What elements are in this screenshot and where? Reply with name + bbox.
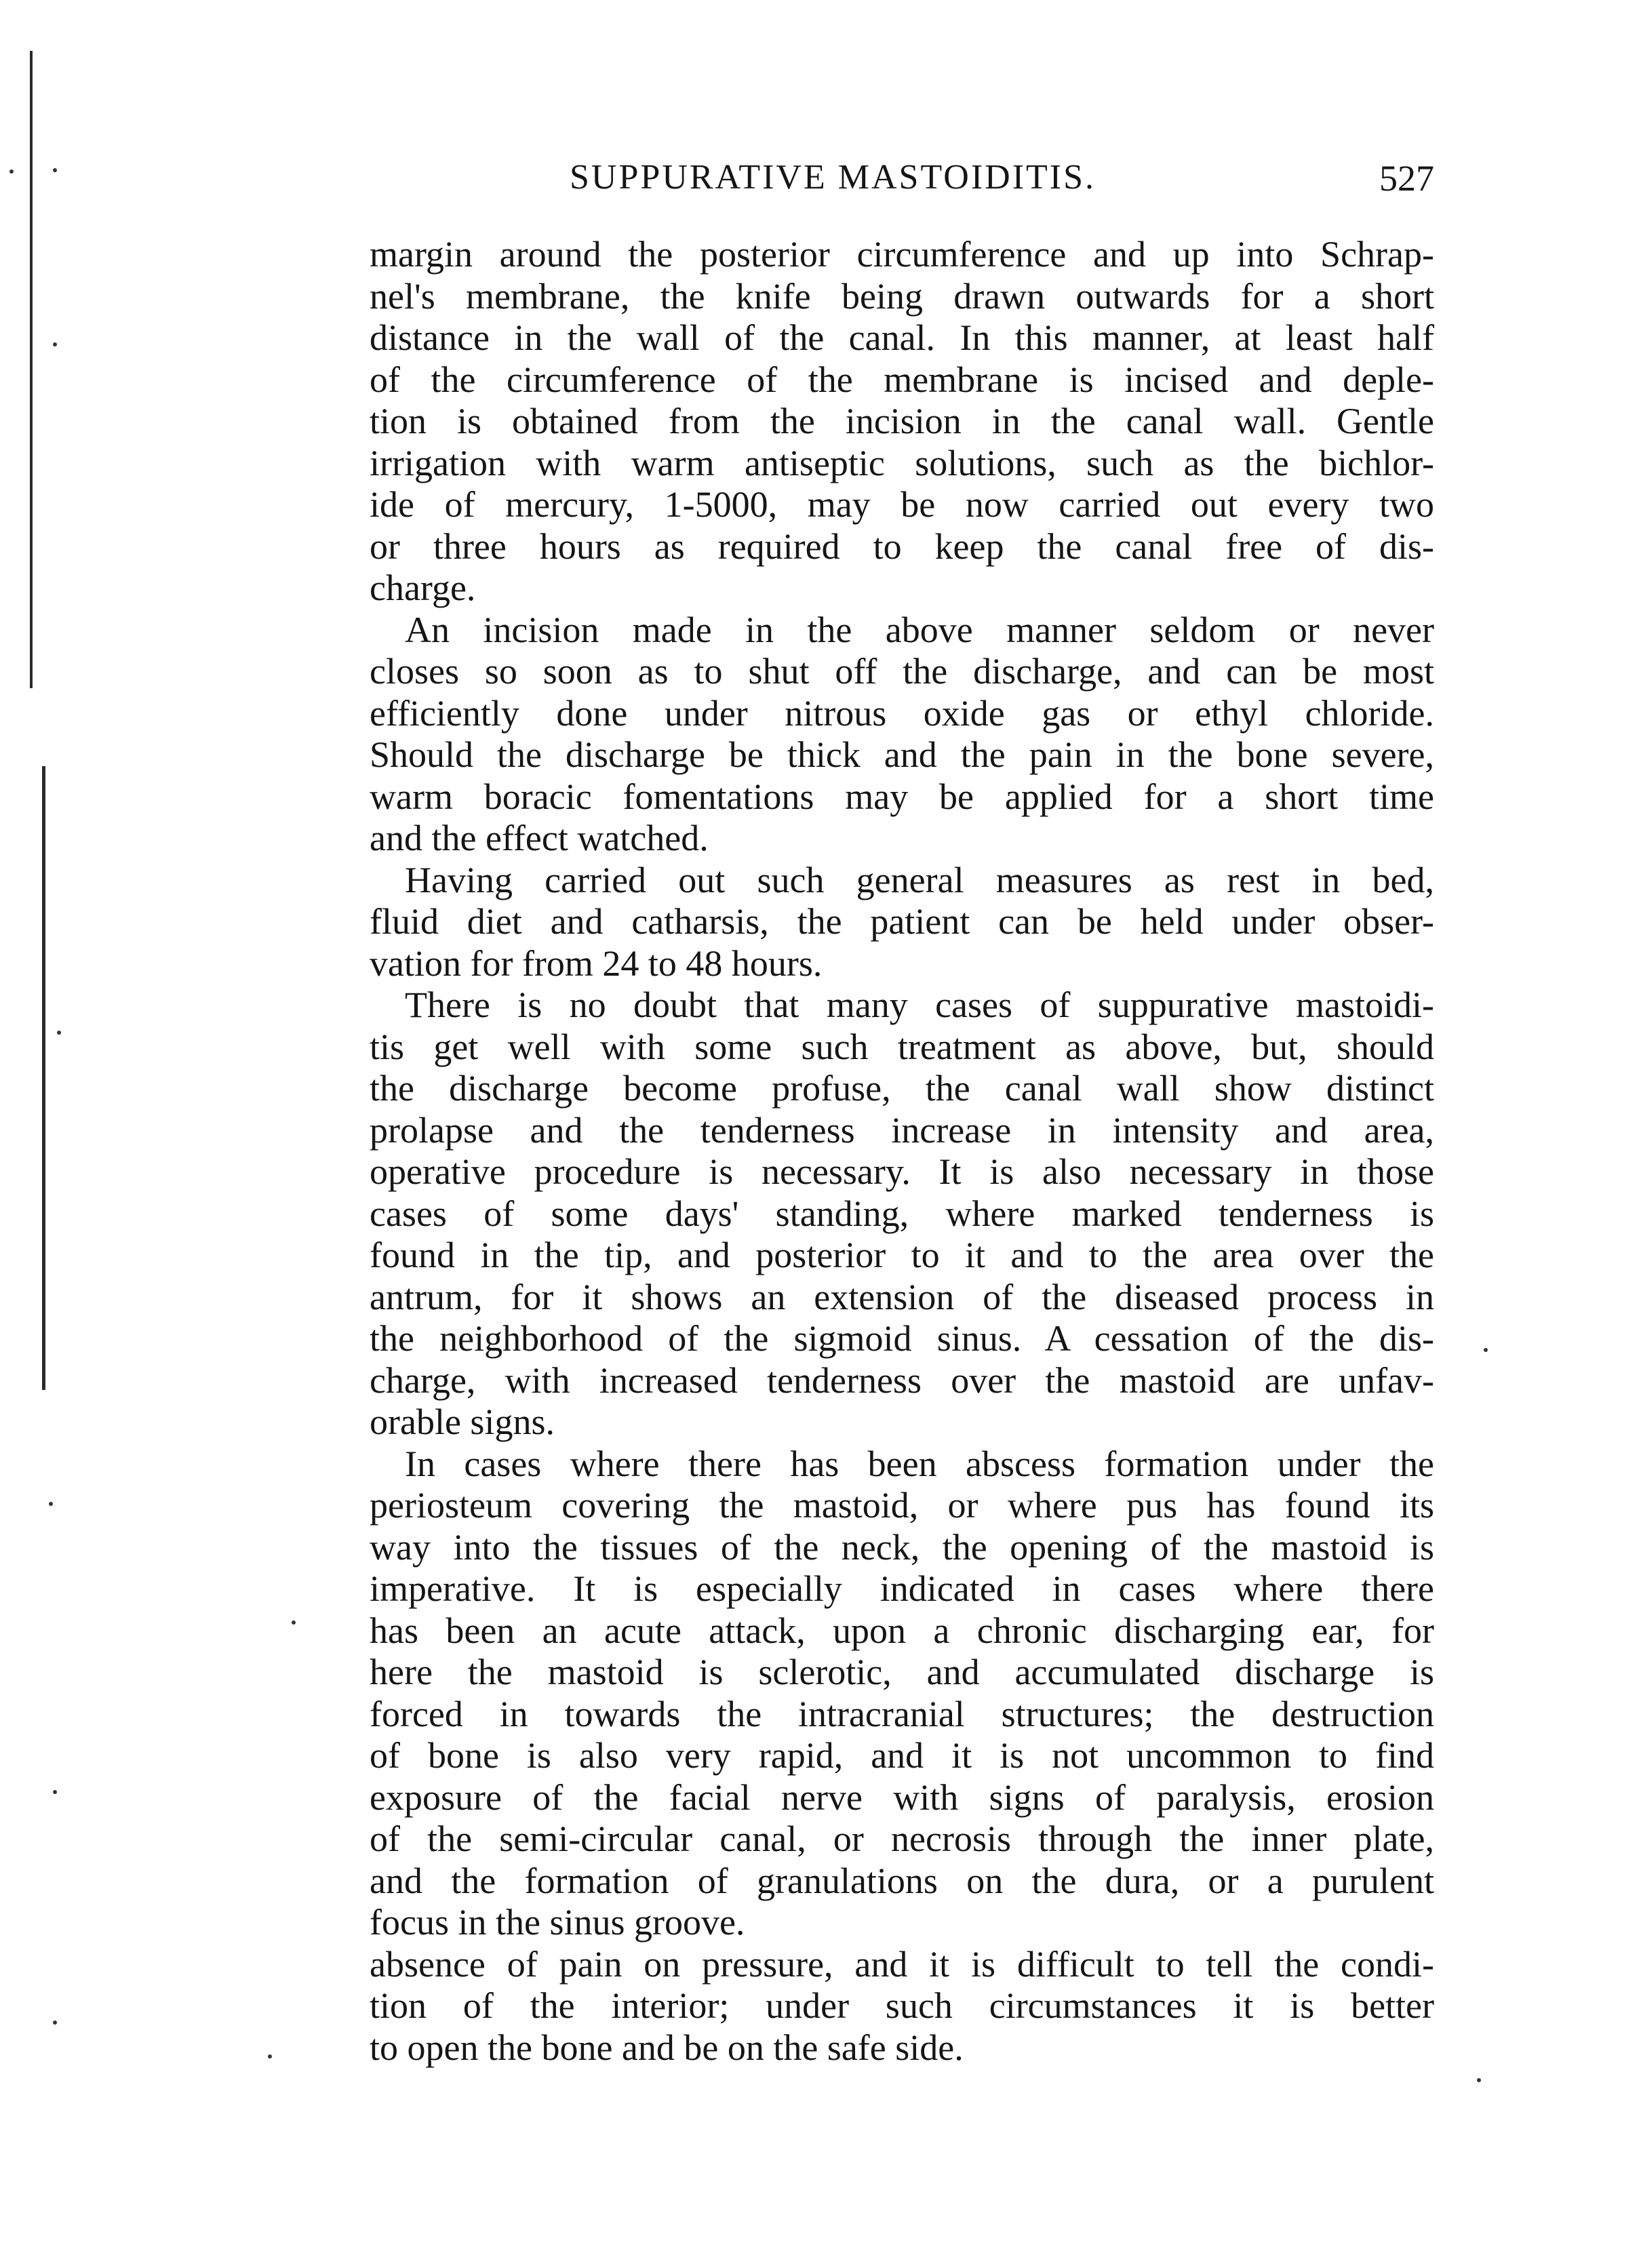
text-line: of bone is also very rapid, and it is not uncommon to find bbox=[370, 1735, 1434, 1776]
binding-edge-line bbox=[30, 51, 33, 688]
text-line: to open the bone and be on the safe side. bbox=[370, 2027, 964, 2068]
text-line: closes so soon as to shut off the discharge, and can be most bbox=[370, 651, 1434, 692]
text-line: the discharge become profuse, the canal wall show distinct bbox=[370, 1068, 1434, 1109]
text-line: tion is obtained from the incision in the canal wall. Gentle bbox=[370, 401, 1434, 441]
text-line: absence of pain on pressure, and it is difficult to tell the condi- bbox=[370, 1943, 1434, 1985]
text-line: Should the discharge be thick and the pain in the bone severe, bbox=[370, 734, 1434, 775]
text-line: charge, with increased tenderness over the mastoid are unfav- bbox=[370, 1359, 1434, 1401]
text-line: forced in towards the intracranial structures; the destruction bbox=[370, 1693, 1434, 1734]
text-line: ide of mercury, 1-5000, may be now carried out every two bbox=[370, 484, 1434, 525]
page-number: 527 bbox=[1379, 158, 1434, 199]
text-line: antrum, for it shows an extension of the diseased process in bbox=[370, 1276, 1434, 1317]
scan-speck bbox=[49, 1502, 53, 1506]
paragraph bbox=[370, 984, 1434, 1444]
paragraph bbox=[370, 860, 1434, 985]
text-line: periosteum covering the mastoid, or where pus has found its bbox=[370, 1485, 1434, 1526]
paragraph bbox=[370, 610, 1434, 860]
text-line: prolapse and the tenderness increase in intensity and area, bbox=[370, 1109, 1434, 1151]
text-line: margin around the posterior circumference and up into Schrap- bbox=[370, 234, 1434, 275]
text-line: way into the tissues of the neck, the opening of the mastoid is bbox=[370, 1526, 1434, 1568]
text-line: There is no doubt that many cases of suppurative mastoidi- bbox=[405, 984, 1434, 1025]
text-line: Having carried out such general measures as rest in bed, bbox=[405, 859, 1434, 900]
text-line: exposure of the facial nerve with signs of paralysis, erosion bbox=[370, 1776, 1434, 1818]
text-line: efficiently done under nitrous oxide gas or ethyl chloride. bbox=[370, 692, 1434, 734]
text-line: distance in the wall of the canal. In this manner, at least half bbox=[370, 317, 1434, 358]
text-line: charge. bbox=[370, 568, 476, 608]
text-line: orable signs. bbox=[370, 1401, 555, 1442]
text-line: cases of some days' standing, where marked tenderness is bbox=[370, 1193, 1434, 1234]
page-header bbox=[370, 157, 1434, 212]
text-line: found in the tip, and posterior to it and to the area over the bbox=[370, 1235, 1434, 1275]
text-line: vation for from 24 to 48 hours. bbox=[370, 942, 823, 984]
text-line: An incision made in the above manner seldom or never bbox=[405, 609, 1434, 650]
text-line: has been an acute attack, upon a chronic discharging ear, for bbox=[370, 1610, 1434, 1651]
text-line: imperative. It is especially indicated in cases where there bbox=[370, 1568, 1434, 1609]
scan-speck bbox=[53, 168, 57, 172]
binding-edge-line bbox=[42, 766, 45, 1390]
body-text bbox=[370, 234, 1434, 2069]
paragraph bbox=[370, 1944, 1434, 2069]
text-line: warm boracic fomentations may be applied for a short time bbox=[370, 776, 1434, 817]
scan-speck bbox=[1477, 2078, 1481, 2082]
scan-speck bbox=[53, 1790, 57, 1794]
scan-speck bbox=[292, 1620, 296, 1625]
text-line: fluid diet and catharsis, the patient can be held under obser- bbox=[370, 901, 1434, 942]
text-line: irrigation with warm antiseptic solutions, such as the bichlor- bbox=[370, 442, 1434, 483]
scan-speck bbox=[57, 1031, 61, 1035]
text-line: focus in the sinus groove. bbox=[370, 1902, 745, 1943]
text-line: and the formation of granulations on the dura, or a purulent bbox=[370, 1860, 1434, 1901]
text-line: nel's membrane, the knife being drawn outwards for a short bbox=[370, 275, 1434, 317]
text-line: here the mastoid is sclerotic, and accumulated discharge is bbox=[370, 1652, 1434, 1692]
text-line: operative procedure is necessary. It is also necessary in those bbox=[370, 1151, 1434, 1192]
paragraph bbox=[370, 234, 1434, 610]
scan-speck bbox=[9, 170, 14, 174]
text-line: of the circumference of the membrane is incised and deple- bbox=[370, 359, 1434, 400]
scan-speck bbox=[53, 2021, 57, 2025]
scan-speck bbox=[53, 342, 57, 346]
text-line: the neighborhood of the sigmoid sinus. A cessation of the dis- bbox=[370, 1318, 1434, 1359]
text-line: or three hours as required to keep the canal free of dis- bbox=[370, 525, 1434, 567]
text-line: and the effect watched. bbox=[370, 818, 709, 858]
text-line: tion of the interior; under such circumstances it is better bbox=[370, 1985, 1434, 2026]
scan-speck bbox=[1484, 1348, 1488, 1352]
text-line: tis get well with some such treatment as above, but, should bbox=[370, 1026, 1434, 1067]
paragraph bbox=[370, 1444, 1434, 1944]
text-line: of the semi-circular canal, or necrosis through the inner plate, bbox=[370, 1818, 1434, 1859]
scan-speck bbox=[268, 2054, 272, 2058]
running-title: SUPPURATIVE MASTOIDITIS. bbox=[570, 158, 1096, 197]
text-line: In cases where there has been abscess formation under the bbox=[405, 1443, 1434, 1484]
